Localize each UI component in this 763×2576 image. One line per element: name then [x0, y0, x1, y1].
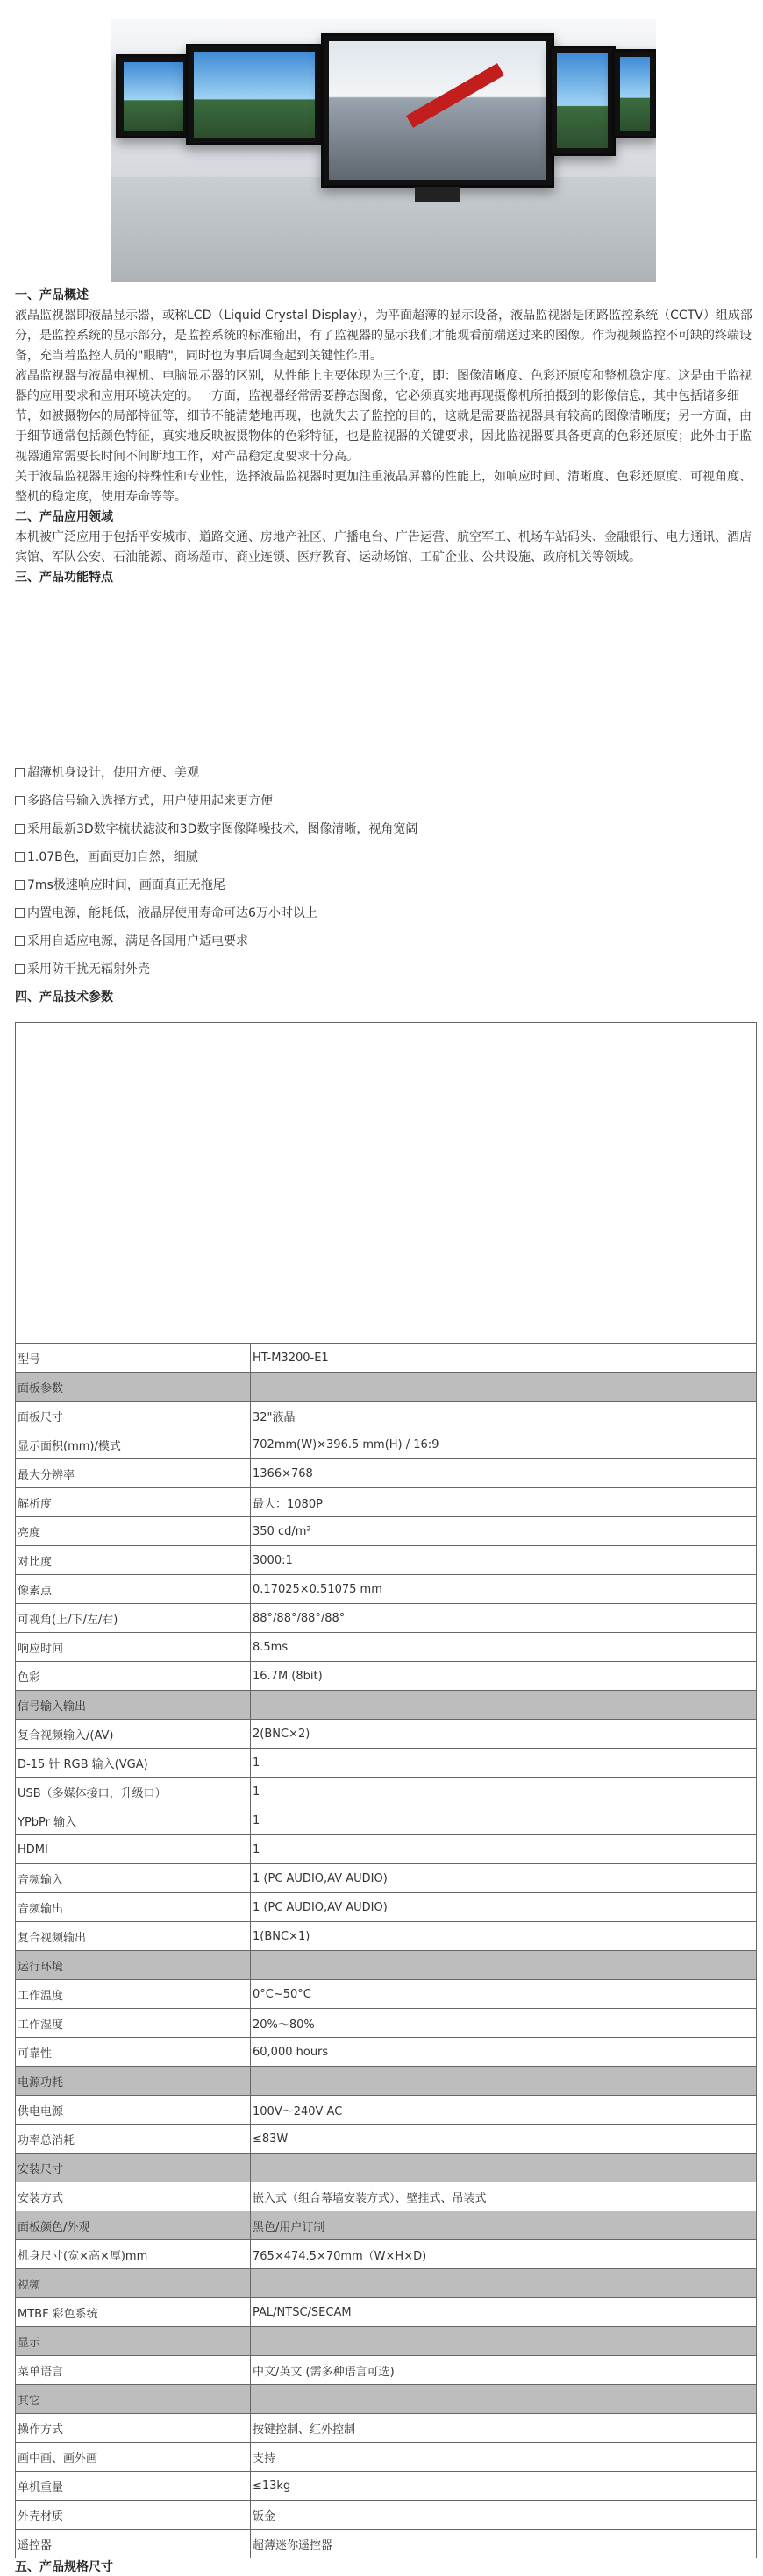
- spec-label: 最大分辨率: [16, 1459, 251, 1488]
- overview-section: [15, 286, 754, 588]
- spec-row: [16, 2125, 757, 2154]
- feature-item: 采用最新3D数字梳状滤波和3D数字图像降噪技术，图像清晰，视角宽阔: [15, 820, 417, 848]
- spec-label: 面板颜色/外观: [16, 2211, 251, 2240]
- spec-row: [16, 2530, 757, 2558]
- spec-row: [16, 1488, 757, 1517]
- spec-value: 中文/英文 (需多种语言可选): [251, 2356, 757, 2385]
- spec-value: 350 cd/m²: [251, 1517, 757, 1546]
- spec-row: [16, 2443, 757, 2472]
- monitor-image-center: [321, 33, 554, 188]
- spec-label: 画中画、画外画: [16, 2443, 251, 2472]
- feature-item: 1.07B色，画面更加自然，细腻: [15, 848, 417, 876]
- spec-row: [16, 2182, 757, 2211]
- spec-row: [16, 1922, 757, 1951]
- spec-label: 复合视频输出: [16, 1922, 251, 1951]
- spec-row: [16, 1604, 757, 1633]
- spec-row: [16, 1662, 757, 1691]
- overview-paragraph: 液晶监视器即液晶显示器，或称LCD（Liquid Crystal Display），为平面超薄的显示设备，液晶监视器是闭路监控系统（CCTV）组成部分，是监控系统的显示部分，是监控系统的标准输出，有了监视器的显示我们才能观看前端送过来的图像。作为视频监控不可缺的终端设备，充当着监控人员的"眼睛"，同时也为事后调查起到关键性作用。: [15, 309, 752, 363]
- size-title: 五、产品规格尺寸: [15, 2560, 113, 2574]
- overview-title: 一、产品概述: [15, 288, 89, 302]
- spec-label: 对比度: [16, 1546, 251, 1575]
- spec-label: 安装尺寸: [16, 2154, 251, 2182]
- spec-section-row: [16, 2327, 757, 2356]
- spec-row: [16, 1864, 757, 1893]
- spec-row: [16, 2240, 757, 2269]
- spec-section-row: [16, 2269, 757, 2298]
- spec-row: [16, 1778, 757, 1806]
- spec-label: 面板尺寸: [16, 1402, 251, 1430]
- spec-row: [16, 2414, 757, 2443]
- spec-row: [16, 1546, 757, 1575]
- spec-row: [16, 1459, 757, 1488]
- spec-row: [16, 1517, 757, 1546]
- spec-section-row: [16, 2211, 757, 2240]
- spec-label: 外壳材质: [16, 2501, 251, 2530]
- spec-value: 88°/88°/88°/88°: [251, 1604, 757, 1633]
- spec-value: 超薄迷你遥控器: [251, 2530, 757, 2558]
- spec-label: 面板参数: [16, 1373, 251, 1402]
- spec-value: 702mm(W)×396.5 mm(H) / 16:9: [251, 1430, 757, 1459]
- spec-value: 2(BNC×2): [251, 1720, 757, 1749]
- spec-label: 机身尺寸(宽×高×厚)mm: [16, 2240, 251, 2269]
- spec-label: D-15 针 RGB 输入(VGA): [16, 1749, 251, 1778]
- checkbox-icon: [15, 908, 25, 918]
- spec-row: [16, 2472, 757, 2501]
- spec-label: 可靠性: [16, 2038, 251, 2067]
- spec-value: [251, 2067, 757, 2096]
- spec-section-row: [16, 2154, 757, 2182]
- spec-value: 1 (PC AUDIO,AV AUDIO): [251, 1864, 757, 1893]
- monitor-image-right: [549, 46, 616, 156]
- spec-value: 100V～240V AC: [251, 2096, 757, 2125]
- spec-label: MTBF 彩色系统: [16, 2298, 251, 2327]
- application-text: 本机被广泛应用于包括平安城市、道路交通、房地产社区、广播电台、广告运营、航空军工、机场车站码头、金融银行、电力通讯、酒店宾馆、军队公安、石油能源、商场超市、商业连锁、医疗教育、运动场馆、工矿企业、公共设施、政府机关等领域。: [15, 530, 752, 564]
- spec-row: [16, 1835, 757, 1864]
- spec-row: [16, 2038, 757, 2067]
- spec-label: 遥控器: [16, 2530, 251, 2558]
- spec-value: 嵌入式（组合幕墙安装方式）、壁挂式、吊装式: [251, 2182, 757, 2211]
- spec-value: 1(BNC×1): [251, 1922, 757, 1951]
- spec-label: 视频: [16, 2269, 251, 2298]
- feature-item: 多路信号输入选择方式，用户使用起来更方便: [15, 792, 417, 820]
- spec-label: 色彩: [16, 1662, 251, 1691]
- spec-title: 四、产品技术参数: [15, 990, 113, 1004]
- spec-row: [16, 1893, 757, 1922]
- spec-value: 钣金: [251, 2501, 757, 2530]
- spec-value: 16.7M (8bit): [251, 1662, 757, 1691]
- spec-image-placeholder-row: [16, 1023, 757, 1344]
- spec-label: 可视角(上/下/左/右): [16, 1604, 251, 1633]
- checkbox-icon: [15, 936, 25, 946]
- spec-row: [16, 1633, 757, 1662]
- spec-value: 765×474.5×70mm（W×H×D): [251, 2240, 757, 2269]
- spec-label: 单机重量: [16, 2472, 251, 2501]
- spec-label: 音频输入: [16, 1864, 251, 1893]
- spec-value: 1: [251, 1778, 757, 1806]
- spec-section-row: [16, 1691, 757, 1720]
- hero-floor: [111, 177, 656, 282]
- spec-value: [251, 2269, 757, 2298]
- spec-section-row: [16, 1373, 757, 1402]
- spec-label: HDMI: [16, 1835, 251, 1864]
- checkbox-icon: [15, 796, 25, 805]
- feature-item: 采用防干扰无辐射外壳: [15, 961, 417, 989]
- spec-value: PAL/NTSC/SECAM: [251, 2298, 757, 2327]
- spec-label: 显示面积(mm)/模式: [16, 1430, 251, 1459]
- spec-row: [16, 1980, 757, 2009]
- feature-item: 采用自适应电源，满足各国用户适电要求: [15, 933, 417, 961]
- overview-paragraph: 液晶监视器与液晶电视机、电脑显示器的区别，从性能上主要体现为三个度，即：图像清晰度、色彩还原度和整机稳定度。这是由于监视器的应用要求和应用环境决定的。一方面，监视器经常需要静态图像，它必须真实地再现摄像机所拍摄到的影像信息，其中包括诸多细节，如被摄物体的局部特征等，细节不能清楚地再现，也就失去了监控的目的，这就是需要监视器具有较高的图像清晰度；另一方面，由于细节通常包括颜色特征，真实地反映被摄物体的色彩特征，也是监视器的关键要求，因此监视器要具备更高的色彩还原度；此外由于监视器通常需要长时间不间断地工作，对产品稳定度要求十分高。: [15, 369, 752, 464]
- spec-row: [16, 1806, 757, 1835]
- monitor-image-far-right: [612, 49, 656, 138]
- spec-value: 按键控制、红外控制: [251, 2414, 757, 2443]
- spec-label: 操作方式: [16, 2414, 251, 2443]
- spec-row: [16, 1720, 757, 1749]
- feature-item: 内置电源，能耗低，液晶屏使用寿命可达6万小时以上: [15, 905, 417, 933]
- spec-row: [16, 2096, 757, 2125]
- spec-row: [16, 1430, 757, 1459]
- spec-value: 1: [251, 1749, 757, 1778]
- spec-label: 复合视频输入/(AV): [16, 1720, 251, 1749]
- spec-value: [251, 1951, 757, 1980]
- checkbox-icon: [15, 824, 25, 834]
- spec-row: [16, 2298, 757, 2327]
- monitor-stand: [415, 187, 460, 202]
- spec-value: [251, 2385, 757, 2414]
- hero-image: [111, 19, 656, 282]
- monitor-image-left: [186, 44, 323, 145]
- spec-value: 32"液晶: [251, 1402, 757, 1430]
- spec-value: ≤13kg: [251, 2472, 757, 2501]
- spec-value: 20%～80%: [251, 2009, 757, 2038]
- spec-value: 60,000 hours: [251, 2038, 757, 2067]
- spec-value: 3000:1: [251, 1546, 757, 1575]
- feature-item: 7ms极速响应时间，画面真正无拖尾: [15, 876, 417, 905]
- spec-label: 显示: [16, 2327, 251, 2356]
- spec-value: 1366×768: [251, 1459, 757, 1488]
- spec-label: 型号: [16, 1344, 251, 1373]
- spec-label: 工作湿度: [16, 2009, 251, 2038]
- spec-value: 1 (PC AUDIO,AV AUDIO): [251, 1893, 757, 1922]
- spec-value: 0.17025×0.51075 mm: [251, 1575, 757, 1604]
- monitor-image-far-left: [116, 54, 191, 138]
- spec-row: [16, 1749, 757, 1778]
- feature-item: 超薄机身设计，使用方便、美观: [15, 764, 417, 792]
- checkbox-icon: [15, 852, 25, 862]
- spec-row: [16, 2009, 757, 2038]
- spec-value: 黑色/用户订制: [251, 2211, 757, 2240]
- application-title: 二、产品应用领域: [15, 510, 113, 524]
- spec-label: 供电电源: [16, 2096, 251, 2125]
- spec-row: [16, 1402, 757, 1430]
- spec-row: [16, 1344, 757, 1373]
- spec-label: 像素点: [16, 1575, 251, 1604]
- spec-value: [251, 1691, 757, 1720]
- spec-value: 支持: [251, 2443, 757, 2472]
- spec-row: [16, 1575, 757, 1604]
- spec-label: 功率总消耗: [16, 2125, 251, 2154]
- spec-value: 0°C~50°C: [251, 1980, 757, 2009]
- spec-value: 最大：1080P: [251, 1488, 757, 1517]
- spec-label: 菜单语言: [16, 2356, 251, 2385]
- spec-label: 音频输出: [16, 1893, 251, 1922]
- spec-section-row: [16, 2385, 757, 2414]
- spec-value: 1: [251, 1835, 757, 1864]
- spec-label: 解析度: [16, 1488, 251, 1517]
- spec-section-row: [16, 2067, 757, 2096]
- spec-value: [251, 1373, 757, 1402]
- overview-paragraph: 关于液晶监视器用途的特殊性和专业性，选择液晶监视器时更加注重液晶屏幕的性能上，如响应时间、清晰度、色彩还原度、可视角度、整机的稳定度，使用寿命等等。: [15, 470, 752, 504]
- spec-row: [16, 2356, 757, 2385]
- spec-table: [15, 1022, 757, 2558]
- checkbox-icon: [15, 768, 25, 777]
- features-list: [15, 764, 417, 1017]
- spec-label: 电源功耗: [16, 2067, 251, 2096]
- spec-label: 安装方式: [16, 2182, 251, 2211]
- spec-value: 8.5ms: [251, 1633, 757, 1662]
- spec-label: USB（多媒体接口，升级口）: [16, 1778, 251, 1806]
- spec-label: 运行环境: [16, 1951, 251, 1980]
- spec-label: 其它: [16, 2385, 251, 2414]
- spec-label: 亮度: [16, 1517, 251, 1546]
- checkbox-icon: [15, 880, 25, 890]
- spec-image-placeholder: [16, 1023, 757, 1344]
- spec-row: [16, 2501, 757, 2530]
- spec-value: HT-M3200-E1: [251, 1344, 757, 1373]
- spec-value: 1: [251, 1806, 757, 1835]
- spec-value: [251, 2154, 757, 2182]
- spec-label: 响应时间: [16, 1633, 251, 1662]
- spec-value: ≤83W: [251, 2125, 757, 2154]
- features-title: 三、产品功能特点: [15, 571, 113, 585]
- spec-section-row: [16, 1951, 757, 1980]
- spec-label: 信号输入输出: [16, 1691, 251, 1720]
- spec-label: 工作温度: [16, 1980, 251, 2009]
- checkbox-icon: [15, 964, 25, 974]
- spec-label: YPbPr 输入: [16, 1806, 251, 1835]
- spec-value: [251, 2327, 757, 2356]
